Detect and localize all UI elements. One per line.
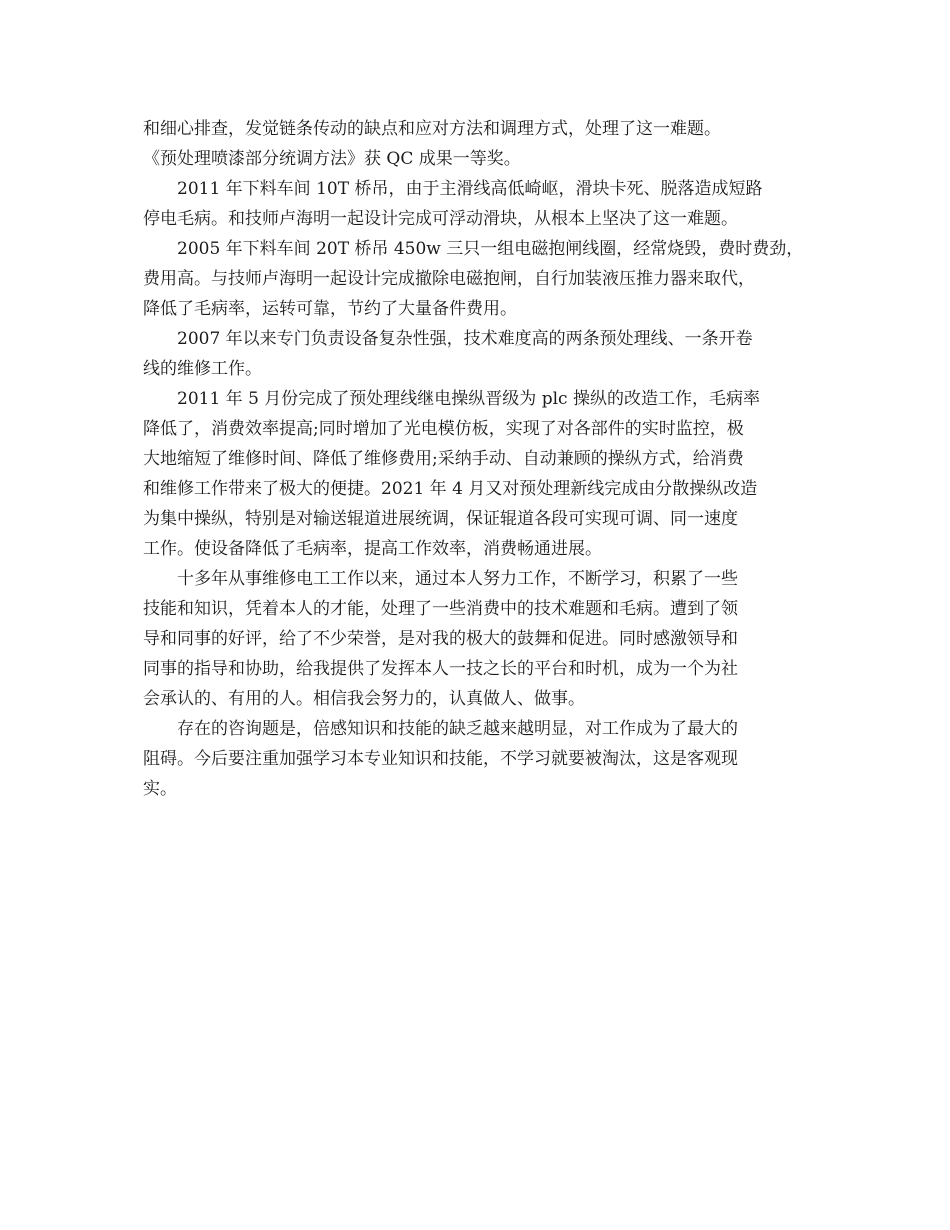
text-line: 线的维修工作。 xyxy=(143,359,262,379)
paragraph-3 xyxy=(143,174,823,234)
paragraph-7 xyxy=(143,564,823,714)
text-line: 2011 年下料车间 10T 桥吊，由于主滑线高低崎岖，滑块卡死、脱落造成短路 xyxy=(177,179,763,199)
text-line: 存在的咨询题是，倍感知识和技能的缺乏越来越明显，对工作成为了最大的 xyxy=(177,719,738,739)
paragraph-8 xyxy=(143,714,823,804)
text-line: 2011 年 5 月份完成了预处理线继电操纵晋级为 plc 操纵的改造工作，毛病率 xyxy=(177,389,760,409)
text-line: 和维修工作带来了极大的便捷。2021 年 4 月又对预处理新线完成由分散操纵改造 xyxy=(143,479,758,499)
paragraph-4 xyxy=(143,234,823,324)
text-line: 和细心排查，发觉链条传动的缺点和应对方法和调理方式，处理了这一难题。 xyxy=(143,119,721,139)
text-line: 会承认的、有用的人。相信我会努力的，认真做人、做事。 xyxy=(143,689,585,709)
text-line: 降低了，消费效率提高;同时增加了光电模仿板，实现了对各部件的实时监控，极 xyxy=(143,419,744,439)
paragraph-2 xyxy=(143,144,823,174)
paragraph-1 xyxy=(143,114,823,144)
text-line: 同事的指导和协助，给我提供了发挥本人一技之长的平台和时机，成为一个为社 xyxy=(143,659,738,679)
text-line: 导和同事的好评，给了不少荣誉，是对我的极大的鼓舞和促进。同时感激领导和 xyxy=(143,629,738,649)
text-line: 2007 年以来专门负责设备复杂性强，技术难度高的两条预处理线、一条开卷 xyxy=(177,329,753,349)
text-line: 为集中操纵，特别是对输送辊道进展统调，保证辊道各段可实现可调、同一速度 xyxy=(143,509,738,529)
text-line: 费用高。与技师卢海明一起设计完成撤除电磁抱闸，自行加装液压推力器来取代， xyxy=(143,269,755,289)
text-line: 阻碍。今后要注重加强学习本专业知识和技能，不学习就要被淘汰，这是客观现 xyxy=(143,749,738,769)
text-line: 技能和知识，凭着本人的才能，处理了一些消费中的技术难题和毛病。遭到了领 xyxy=(143,599,738,619)
paragraph-5 xyxy=(143,324,823,384)
paragraph-6 xyxy=(143,384,823,564)
text-line: 《预处理喷漆部分统调方法》获 QC 成果一等奖。 xyxy=(143,149,521,169)
text-line: 工作。使设备降低了毛病率，提高工作效率，消费畅通进展。 xyxy=(143,539,602,559)
document-body xyxy=(143,114,823,804)
text-line: 大地缩短了维修时间、降低了维修费用;采纳手动、自动兼顾的操纵方式，给消费 xyxy=(143,449,744,469)
text-line: 十多年从事维修电工工作以来，通过本人努力工作，不断学习，积累了一些 xyxy=(177,569,738,589)
text-line: 降低了毛病率，运转可靠，节约了大量备件费用。 xyxy=(143,299,517,319)
text-line: 实。 xyxy=(143,779,177,799)
text-line: 停电毛病。和技师卢海明一起设计完成可浮动滑块，从根本上坚决了这一难题。 xyxy=(143,209,738,229)
text-line: 2005 年下料车间 20T 桥吊 450w 三只一组电磁抱闸线圈，经常烧毁，费时费劲， xyxy=(177,239,804,259)
